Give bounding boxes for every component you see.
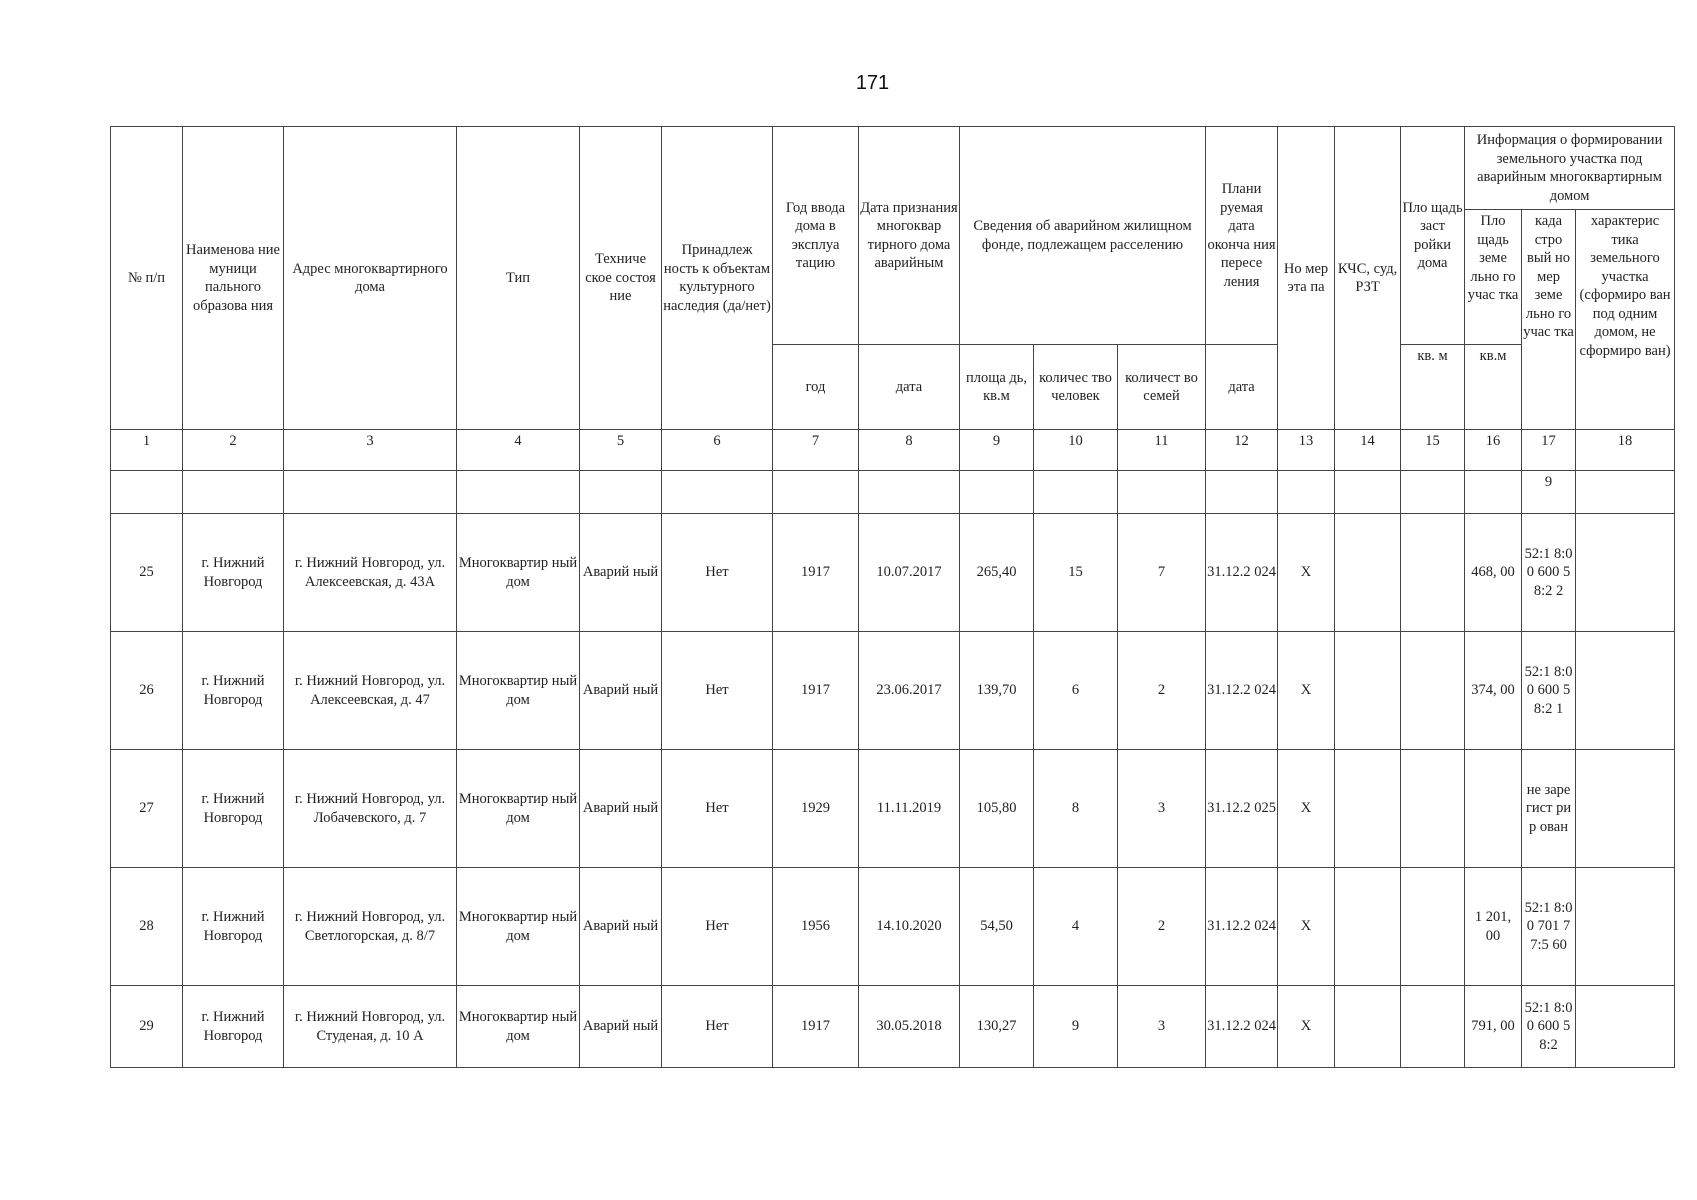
header-heritage: Принадлеж ность к объектам культурного наследия (да/нет) (662, 127, 773, 430)
header-tech-state: Техниче ское состоя ние (580, 127, 662, 430)
cell-stage: Х (1278, 986, 1335, 1068)
column-number: 11 (1118, 430, 1206, 471)
cell-planned: 31.12.2 024 (1206, 986, 1278, 1068)
cell-heritage: Нет (662, 868, 773, 986)
cell-municipality: г. Нижний Новгород (183, 986, 284, 1068)
cell-build-area (1401, 750, 1465, 868)
column-number: 15 (1401, 430, 1465, 471)
cell-municipality: г. Нижний Новгород (183, 868, 284, 986)
cell-kchs (1335, 868, 1401, 986)
header-people: количес тво человек (1034, 345, 1118, 430)
cell-type: Многоквартир ный дом (457, 514, 580, 632)
cell-families: 3 (1118, 986, 1206, 1068)
column-number: 1 (111, 430, 183, 471)
cell-people: 15 (1034, 514, 1118, 632)
cell-planned: 31.12.2 024 (1206, 632, 1278, 750)
cell-num: 28 (111, 868, 183, 986)
header-kchs: КЧС, суд, РЗТ (1335, 127, 1401, 430)
cell-address: г. Нижний Новгород, ул. Студеная, д. 10 А (284, 986, 457, 1068)
cell-kchs (1335, 514, 1401, 632)
cell-area: 105,80 (960, 750, 1034, 868)
cell-people: 8 (1034, 750, 1118, 868)
table-row (111, 632, 1675, 750)
cell-num: 27 (111, 750, 183, 868)
cell-stage: Х (1278, 514, 1335, 632)
column-number: 8 (859, 430, 960, 471)
cell-heritage: Нет (662, 986, 773, 1068)
cell-land-char (1576, 514, 1675, 632)
cell-address: г. Нижний Новгород, ул. Лобачевского, д. 7 (284, 750, 457, 868)
cell-type: Многоквартир ный дом (457, 750, 580, 868)
header-recognition-date: Дата признания многоквар тирного дома аварийным (859, 127, 960, 345)
cell-date: 30.05.2018 (859, 986, 960, 1068)
cell-kchs (1335, 632, 1401, 750)
header-families: количест во семей (1118, 345, 1206, 430)
cell-stage: Х (1278, 750, 1335, 868)
cell-planned: 31.12.2 025 (1206, 750, 1278, 868)
column-number: 16 (1465, 430, 1522, 471)
header-land-group: Информация о формировании земельного участка под аварийным многоквартирным домом (1465, 127, 1675, 210)
cell-state: Аварий ный (580, 868, 662, 986)
header-land-char: характерис тика земельного участка (сформиро ван под одним домом, не сформиро ван) (1576, 210, 1675, 430)
cell-year: 1917 (773, 986, 859, 1068)
cell-date: 11.11.2019 (859, 750, 960, 868)
table-row (111, 986, 1675, 1068)
cell-year: 1929 (773, 750, 859, 868)
column-number: 6 (662, 430, 773, 471)
column-number: 9 (960, 430, 1034, 471)
cell-year: 1917 (773, 632, 859, 750)
header-area: площа дь, кв.м (960, 345, 1034, 430)
cell-land-char (1576, 986, 1675, 1068)
header-planned-date: Плани руемая дата оконча ния пересе ления (1206, 127, 1278, 345)
cell-land-area: 791, 00 (1465, 986, 1522, 1068)
emergency-housing-table (110, 126, 1675, 1068)
cell-land-area (1465, 750, 1522, 868)
cell-stage: Х (1278, 868, 1335, 986)
cell-kchs (1335, 750, 1401, 868)
continuation-cadastral: 9 (1522, 471, 1576, 514)
cell-cadastral: 52:1 8:00 600 58:2 (1522, 986, 1576, 1068)
cell-date: 14.10.2020 (859, 868, 960, 986)
cell-kchs (1335, 986, 1401, 1068)
cell-type: Многоквартир ный дом (457, 868, 580, 986)
cell-people: 4 (1034, 868, 1118, 986)
cell-people: 6 (1034, 632, 1118, 750)
continuation-row (111, 471, 1675, 514)
column-number: 2 (183, 430, 284, 471)
cell-date: 10.07.2017 (859, 514, 960, 632)
cell-land-area: 1 201, 00 (1465, 868, 1522, 986)
cell-state: Аварий ный (580, 632, 662, 750)
cell-type: Многоквартир ный дом (457, 632, 580, 750)
cell-area: 265,40 (960, 514, 1034, 632)
header-type: Тип (457, 127, 580, 430)
column-number: 18 (1576, 430, 1675, 471)
cell-cadastral: не заре гист рир ован (1522, 750, 1576, 868)
cell-municipality: г. Нижний Новгород (183, 750, 284, 868)
cell-date: 23.06.2017 (859, 632, 960, 750)
header-planned-date-sub: дата (1206, 345, 1278, 430)
cell-families: 7 (1118, 514, 1206, 632)
column-number: 17 (1522, 430, 1576, 471)
table-row (111, 868, 1675, 986)
column-number: 5 (580, 430, 662, 471)
cell-families: 2 (1118, 632, 1206, 750)
cell-municipality: г. Нижний Новгород (183, 514, 284, 632)
cell-cadastral: 52:1 8:00 701 77:5 60 (1522, 868, 1576, 986)
cell-land-area: 374, 00 (1465, 632, 1522, 750)
cell-land-char (1576, 750, 1675, 868)
cell-heritage: Нет (662, 632, 773, 750)
header-date-sub: дата (859, 345, 960, 430)
column-number: 14 (1335, 430, 1401, 471)
column-number: 13 (1278, 430, 1335, 471)
cell-year: 1917 (773, 514, 859, 632)
header-num: № п/п (111, 127, 183, 430)
header-build-area: Пло щадь заст ройки дома (1401, 127, 1465, 345)
cell-families: 3 (1118, 750, 1206, 868)
cell-build-area (1401, 868, 1465, 986)
cell-area: 139,70 (960, 632, 1034, 750)
cell-build-area (1401, 514, 1465, 632)
header-land-area-unit: кв.м (1465, 345, 1522, 430)
cell-land-area: 468, 00 (1465, 514, 1522, 632)
page-number: 171 (855, 72, 890, 94)
cell-cadastral: 52:1 8:00 600 58:2 2 (1522, 514, 1576, 632)
cell-address: г. Нижний Новгород, ул. Светлогорская, д. 8/7 (284, 868, 457, 986)
cell-municipality: г. Нижний Новгород (183, 632, 284, 750)
header-year-built: Год ввода дома в эксплуа тацию (773, 127, 859, 345)
cell-address: г. Нижний Новгород, ул. Алексеевская, д. 43А (284, 514, 457, 632)
header-municipality: Наименова ние муници пального образова ния (183, 127, 284, 430)
cell-people: 9 (1034, 986, 1118, 1068)
column-number: 3 (284, 430, 457, 471)
cell-area: 130,27 (960, 986, 1034, 1068)
cell-address: г. Нижний Новгород, ул. Алексеевская, д. 47 (284, 632, 457, 750)
cell-land-char (1576, 868, 1675, 986)
cell-type: Многоквартир ный дом (457, 986, 580, 1068)
header-housing-group: Сведения об аварийном жилищном фонде, подлежащем расселению (960, 127, 1206, 345)
cell-area: 54,50 (960, 868, 1034, 986)
cell-heritage: Нет (662, 514, 773, 632)
column-number: 12 (1206, 430, 1278, 471)
cell-land-char (1576, 632, 1675, 750)
cell-stage: Х (1278, 632, 1335, 750)
header-cadastral: када стро вый но мер земе льно го учас тка (1522, 210, 1576, 430)
table-row (111, 750, 1675, 868)
cell-state: Аварий ный (580, 750, 662, 868)
cell-num: 26 (111, 632, 183, 750)
header-build-area-unit: кв. м (1401, 345, 1465, 430)
cell-build-area (1401, 632, 1465, 750)
cell-families: 2 (1118, 868, 1206, 986)
header-year-sub: год (773, 345, 859, 430)
cell-heritage: Нет (662, 750, 773, 868)
header-address: Адрес многоквартирного дома (284, 127, 457, 430)
column-number: 7 (773, 430, 859, 471)
column-number-row (111, 430, 1675, 471)
table-row (111, 514, 1675, 632)
header-land-area: Пло щадь земе льно го учас тка (1465, 210, 1522, 345)
column-number: 4 (457, 430, 580, 471)
column-number: 10 (1034, 430, 1118, 471)
cell-state: Аварий ный (580, 514, 662, 632)
cell-num: 25 (111, 514, 183, 632)
cell-planned: 31.12.2 024 (1206, 868, 1278, 986)
header-stage: Но мер эта па (1278, 127, 1335, 430)
cell-build-area (1401, 986, 1465, 1068)
cell-cadastral: 52:1 8:00 600 58:2 1 (1522, 632, 1576, 750)
cell-planned: 31.12.2 024 (1206, 514, 1278, 632)
cell-state: Аварий ный (580, 986, 662, 1068)
cell-year: 1956 (773, 868, 859, 986)
cell-num: 29 (111, 986, 183, 1068)
